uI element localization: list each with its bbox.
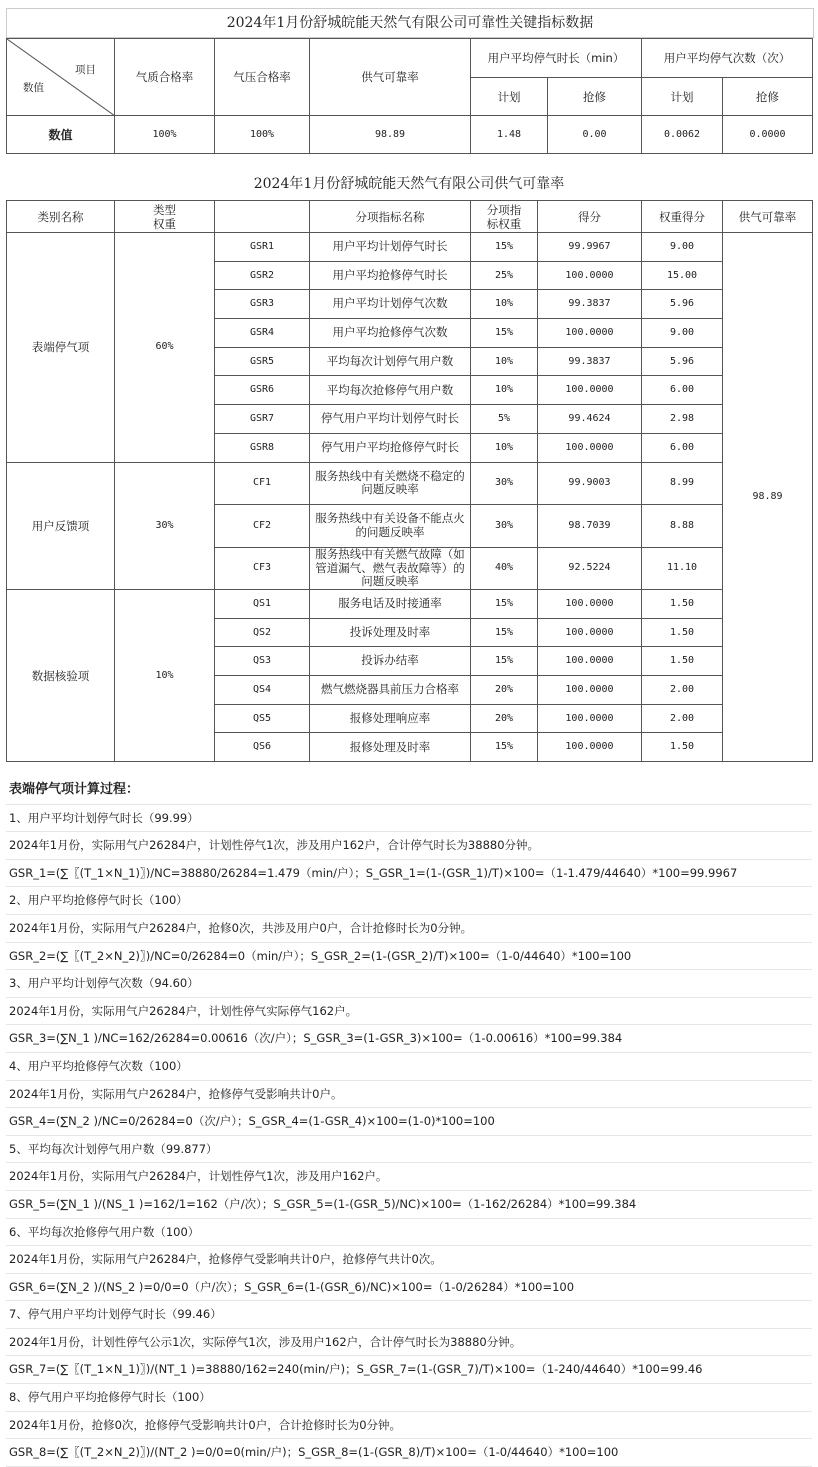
table-row — [7, 462, 813, 505]
calc-formula: GSR_7=(∑〖(T_1×N_1)〗)/(NT_1 )=38880/162=240(min/户)；S_GSR_7=(1-(GSR_7)/T)×100=（1-240/44640）*100=99.46 — [6, 1356, 812, 1384]
item-code: QS6 — [215, 733, 310, 762]
calculation-section — [6, 777, 812, 1467]
item-code: CF2 — [215, 505, 310, 548]
header-code — [215, 201, 310, 233]
item-weight: 5% — [471, 405, 538, 434]
item-code: QS1 — [215, 590, 310, 619]
item-weight: 15% — [471, 233, 538, 262]
calc-description: 2024年1月份，实际用气户26284户，计划性停气实际停气162户。 — [6, 998, 812, 1026]
item-score: 99.3837 — [538, 290, 642, 319]
item-weight: 10% — [471, 347, 538, 376]
item-code: GSR1 — [215, 233, 310, 262]
calc-description: 2024年1月份，实际用气户26284户，计划性停气1次，涉及用户162户，合计停气时长为38880分钟。 — [6, 832, 812, 860]
calc-description: 2024年1月份，抢修0次，抢修停气受影响共计0户，合计抢修时长为0分钟。 — [6, 1412, 812, 1440]
item-score: 99.9003 — [538, 462, 642, 505]
table2-title: 2024年1月份舒城皖能天然气有限公司供气可靠率 — [253, 176, 565, 192]
item-code: QS4 — [215, 676, 310, 705]
item-code: CF3 — [215, 547, 310, 590]
item-code: CF1 — [215, 462, 310, 505]
header-avg-outage-time: 用户平均停气时长（min） — [471, 39, 642, 78]
category-name: 用户反馈项 — [7, 462, 115, 590]
item-name: 报修处理及时率 — [310, 733, 471, 762]
header-avg-outage-count: 用户平均停气次数（次） — [642, 39, 813, 78]
item-score: 99.4624 — [538, 405, 642, 434]
value-outage-count-plan: 0.0062 — [642, 116, 723, 154]
item-weighted-score: 1.50 — [642, 618, 723, 647]
item-weighted-score: 6.00 — [642, 376, 723, 405]
item-name: 停气用户平均计划停气时长 — [310, 405, 471, 434]
item-name: 服务热线中有关设备不能点火的问题反映率 — [310, 505, 471, 548]
diag-label-value: 数值 — [23, 82, 44, 94]
header-score: 得分 — [538, 201, 642, 233]
header-item-name: 分项指标名称 — [310, 201, 471, 233]
item-weighted-score: 9.00 — [642, 319, 723, 348]
item-weight: 30% — [471, 462, 538, 505]
value-pressure: 100% — [215, 116, 310, 154]
sub-header-repair: 抢修 — [723, 78, 813, 116]
item-name: 投诉处理及时率 — [310, 618, 471, 647]
table-row — [7, 590, 813, 619]
item-name: 停气用户平均抢修停气时长 — [310, 433, 471, 462]
item-score: 100.0000 — [538, 319, 642, 348]
item-weighted-score: 11.10 — [642, 547, 723, 590]
item-weight: 10% — [471, 290, 538, 319]
item-weight: 15% — [471, 733, 538, 762]
calc-formula: GSR_3=(∑N_1 )/NC=162/26284=0.00616（次/户）；S_GSR_3=(1-GSR_3)×100=（1-0.00616）*100=99.384 — [6, 1025, 812, 1053]
header-reliability: 供气可靠率 — [310, 39, 471, 116]
calc-item-title: 5、平均每次计划停气用户数（99.877） — [6, 1136, 812, 1164]
item-name: 服务热线中有关燃气故障（如管道漏气、燃气表故障等）的问题反映率 — [310, 547, 471, 590]
item-name: 用户平均计划停气时长 — [310, 233, 471, 262]
calc-item-title: 4、用户平均抢修停气次数（100） — [6, 1053, 812, 1081]
item-name: 用户平均计划停气次数 — [310, 290, 471, 319]
category-weight: 30% — [115, 462, 215, 590]
item-score: 100.0000 — [538, 618, 642, 647]
calc-formula: GSR_2=(∑〖(T_2×N_2)〗)/NC=0/26284=0（min/户）；S_GSR_2=(1-(GSR_2)/T)×100=（1-0/44640）*100=100 — [6, 943, 812, 971]
calc-heading: 表端停气项计算过程： — [6, 777, 812, 805]
calc-description: 2024年1月份，实际用气户26284户，抢修停气受影响共计0户。 — [6, 1081, 812, 1109]
item-code: QS5 — [215, 704, 310, 733]
reliability-table — [6, 200, 813, 762]
calc-formula: GSR_4=(∑N_2 )/NC=0/26284=0（次/户）；S_GSR_4=(1-GSR_4)×100=(1-0)*100=100 — [6, 1108, 812, 1136]
item-name: 平均每次抢修停气用户数 — [310, 376, 471, 405]
key-indicators-table — [6, 38, 813, 154]
item-weight: 25% — [471, 261, 538, 290]
item-code: GSR6 — [215, 376, 310, 405]
item-name: 用户平均抢修停气次数 — [310, 319, 471, 348]
header-weighted-score: 权重得分 — [642, 201, 723, 233]
item-name: 报修处理响应率 — [310, 704, 471, 733]
item-weighted-score: 1.50 — [642, 647, 723, 676]
calc-description: 2024年1月份，实际用气户26284户，计划性停气1次，涉及用户162户。 — [6, 1163, 812, 1191]
calc-item-title: 2、用户平均抢修停气时长（100） — [6, 887, 812, 915]
item-score: 100.0000 — [538, 704, 642, 733]
diag-label-item: 项目 — [75, 64, 96, 76]
item-weighted-score: 8.99 — [642, 462, 723, 505]
item-weighted-score: 1.50 — [642, 590, 723, 619]
item-weight: 15% — [471, 590, 538, 619]
item-score: 100.0000 — [538, 733, 642, 762]
item-weight: 20% — [471, 676, 538, 705]
header-pressure: 气压合格率 — [215, 39, 310, 116]
calc-formula: GSR_1=(∑〖(T_1×N_1)〗)/NC=38880/26284=1.479（min/户）；S_GSR_1=(1-(GSR_1)/T)×100=（1-1.479/44640）*100=99.9967 — [6, 860, 812, 888]
item-weighted-score: 5.96 — [642, 290, 723, 319]
item-weighted-score: 9.00 — [642, 233, 723, 262]
item-weighted-score: 2.00 — [642, 676, 723, 705]
calc-description: 2024年1月份，计划性停气公示1次，实际停气1次，涉及用户162户，合计停气时长为38880分钟。 — [6, 1329, 812, 1357]
item-code: GSR5 — [215, 347, 310, 376]
item-score: 99.9967 — [538, 233, 642, 262]
header-type-weight: 类型 权重 — [115, 201, 215, 233]
calc-formula: GSR_6=(∑N_2 )/(NS_2 )=0/0=0（户/次）；S_GSR_6=(1-(GSR_6)/NC)×100=（1-0/26284）*100=100 — [6, 1274, 812, 1302]
calc-description: 2024年1月份，实际用气户26284户，抢修停气受影响共计0户，抢修停气共计0次。 — [6, 1246, 812, 1274]
item-weighted-score: 15.00 — [642, 261, 723, 290]
item-name: 平均每次计划停气用户数 — [310, 347, 471, 376]
table-row — [7, 233, 813, 262]
value-gas-quality: 100% — [115, 116, 215, 154]
category-name: 表端停气项 — [7, 233, 115, 463]
header-reliability: 供气可靠率 — [723, 201, 813, 233]
value-outage-count-repair: 0.0000 — [723, 116, 813, 154]
item-score: 100.0000 — [538, 676, 642, 705]
item-score: 92.5224 — [538, 547, 642, 590]
header-item-weight: 分项指 标权重 — [471, 201, 538, 233]
item-code: QS3 — [215, 647, 310, 676]
sub-header-repair: 抢修 — [548, 78, 642, 116]
value-outage-time-plan: 1.48 — [471, 116, 548, 154]
item-weight: 10% — [471, 376, 538, 405]
item-name: 服务电话及时接通率 — [310, 590, 471, 619]
value-outage-time-repair: 0.00 — [548, 116, 642, 154]
diagonal-header-cell — [7, 39, 115, 116]
row-label-value: 数值 — [7, 116, 115, 154]
item-name: 燃气燃烧器具前压力合格率 — [310, 676, 471, 705]
item-score: 100.0000 — [538, 590, 642, 619]
calc-description: 2024年1月份，实际用气户26284户，抢修0次，共涉及用户0户，合计抢修时长为0分钟。 — [6, 915, 812, 943]
reliability-value: 98.89 — [723, 233, 813, 762]
item-code: GSR8 — [215, 433, 310, 462]
item-code: GSR7 — [215, 405, 310, 434]
item-name: 投诉办结率 — [310, 647, 471, 676]
item-score: 99.3837 — [538, 347, 642, 376]
item-weight: 10% — [471, 433, 538, 462]
calc-item-title: 8、停气用户平均抢修停气时长（100） — [6, 1384, 812, 1412]
item-weighted-score: 6.00 — [642, 433, 723, 462]
item-weighted-score: 1.50 — [642, 733, 723, 762]
category-name: 数据核验项 — [7, 590, 115, 762]
calc-item-title: 7、停气用户平均计划停气时长（99.46） — [6, 1301, 812, 1329]
item-weight: 15% — [471, 319, 538, 348]
sub-header-plan: 计划 — [642, 78, 723, 116]
category-weight: 10% — [115, 590, 215, 762]
table1-title: 2024年1月份舒城皖能天然气有限公司可靠性关键指标数据 — [6, 8, 814, 38]
calc-item-title: 3、用户平均计划停气次数（94.60） — [6, 970, 812, 998]
item-score: 100.0000 — [538, 261, 642, 290]
item-code: GSR3 — [215, 290, 310, 319]
calc-formula: GSR_5=(∑N_1 )/(NS_1 )=162/1=162（户/次）；S_GSR_5=(1-(GSR_5)/NC)×100=（1-162/26284）*100=99.384 — [6, 1191, 812, 1219]
category-weight: 60% — [115, 233, 215, 463]
item-name: 服务热线中有关燃烧不稳定的问题反映率 — [310, 462, 471, 505]
item-weight: 30% — [471, 505, 538, 548]
item-weighted-score: 2.00 — [642, 704, 723, 733]
item-score: 100.0000 — [538, 647, 642, 676]
item-score: 100.0000 — [538, 376, 642, 405]
item-score: 100.0000 — [538, 433, 642, 462]
calc-item-title: 1、用户平均计划停气时长（99.99） — [6, 805, 812, 833]
item-code: QS2 — [215, 618, 310, 647]
value-reliability: 98.89 — [310, 116, 471, 154]
item-score: 98.7039 — [538, 505, 642, 548]
item-weighted-score: 2.98 — [642, 405, 723, 434]
item-weighted-score: 8.88 — [642, 505, 723, 548]
calc-item-title: 6、平均每次抢修停气用户数（100） — [6, 1219, 812, 1247]
item-name: 用户平均抢修停气时长 — [310, 261, 471, 290]
header-gas-quality: 气质合格率 — [115, 39, 215, 116]
item-code: GSR2 — [215, 261, 310, 290]
calc-formula: GSR_8=(∑〖(T_2×N_2)〗)/(NT_2 )=0/0=0(min/户)；S_GSR_8=(1-(GSR_8)/T)×100=（1-0/44640）*100=100 — [6, 1439, 812, 1467]
item-weight: 15% — [471, 647, 538, 676]
item-weight: 15% — [471, 618, 538, 647]
item-weight: 20% — [471, 704, 538, 733]
item-code: GSR4 — [215, 319, 310, 348]
item-weighted-score: 5.96 — [642, 347, 723, 376]
header-category: 类别名称 — [7, 201, 115, 233]
sub-header-plan: 计划 — [471, 78, 548, 116]
item-weight: 40% — [471, 547, 538, 590]
diagonal-line — [7, 39, 115, 116]
